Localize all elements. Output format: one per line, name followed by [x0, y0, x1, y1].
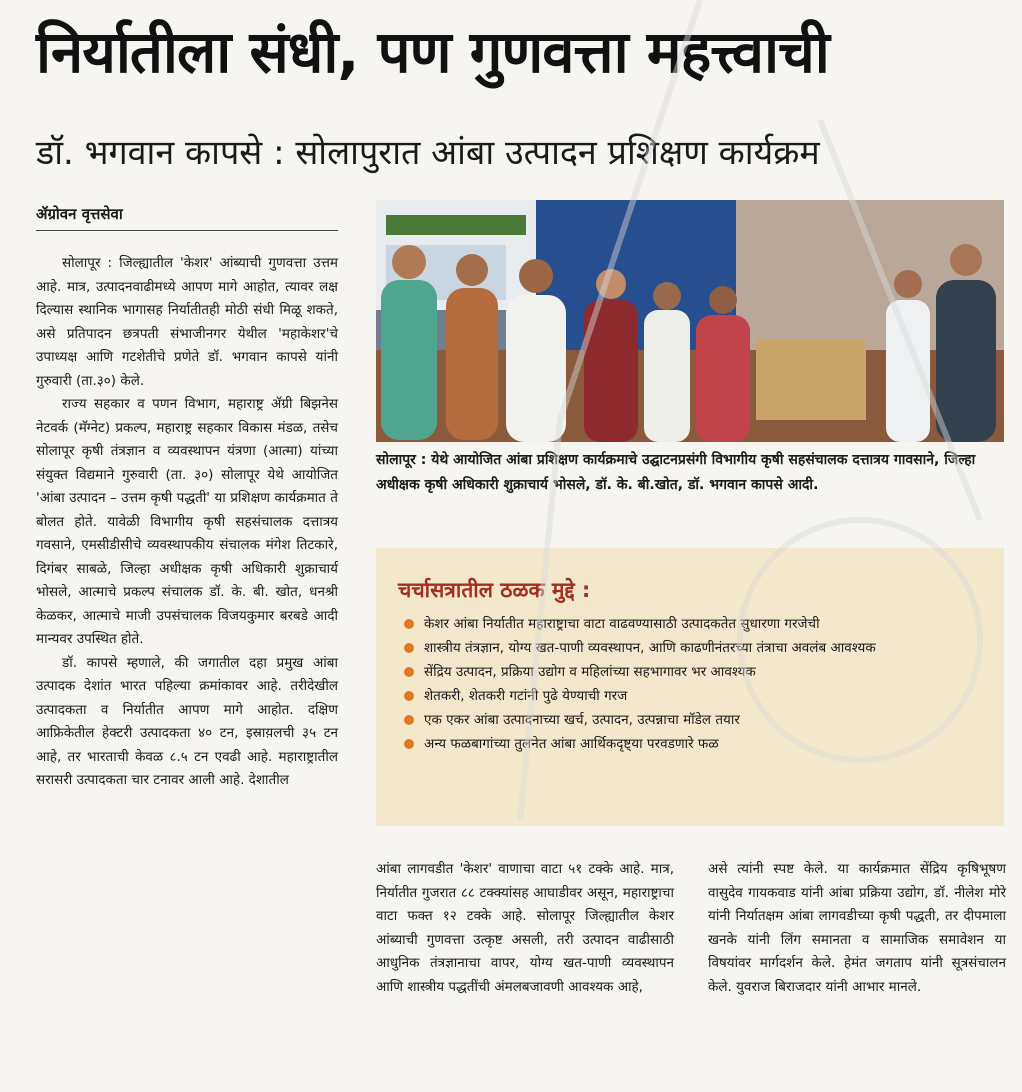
byline: ॲग्रोवन वृत्तसेवा: [36, 202, 338, 231]
headline: निर्यातीला संधी, पण गुणवत्ता महत्त्वाची: [36, 18, 829, 86]
subheadline: डॉ. भगवान कापसे : सोलापुरात आंबा उत्पादन प्रशिक्षण कार्यक्रम: [36, 133, 820, 173]
list-item-text: शास्त्रीय तंत्रज्ञान, योग्य खत-पाणी व्यवस्थापन, आणि काढणीनंतरच्या तंत्राचा अवलंब आवश्यक: [424, 640, 876, 656]
event-photo: [376, 200, 1004, 442]
highlights-box: [376, 548, 1004, 826]
highlights-list: [398, 612, 982, 756]
list-item-text: एक एकर आंबा उत्पादनाच्या खर्च, उत्पादन, उत्पन्नाचा मॉडेल तयार: [424, 712, 740, 728]
bullet-icon: [404, 691, 414, 701]
event-photo-illustration: [376, 200, 1004, 442]
bullet-icon: [404, 715, 414, 725]
middle-column: आंबा लागवडीत 'केशर' वाणाचा वाटा ५१ टक्के आहे. मात्र, निर्यातीत गुजरात ८८ टक्क्यांसह आघाडीवर असून, महाराष्ट्राचा वाटा फक्त १२ टक्के आहे. सोलापूर जिल्ह्यातील केशर आंब्याची गुणवत्ता उत्कृष्ट असली, तरी उत्पादन वाढीसाठी आधुनिक तंत्रज्ञानाचा वापर, योग्य खत-पाणी व्यवस्थापन आणि शास्त्रीय पद्धतींची अंमलबजावणी आवश्यक आहे,: [376, 861, 674, 995]
bullet-icon: [404, 739, 414, 749]
highlights-title: चर्चासत्रातील ठळक मुद्दे :: [398, 578, 591, 602]
list-item-text: केशर आंबा निर्यातीत महाराष्ट्राचा वाटा वाढवण्यासाठी उत्पादकतेत सुधारणा गरजेची: [424, 616, 820, 632]
paragraph: डॉ. कापसे म्हणाले, की जगातील दहा प्रमुख आंबा उत्पादक देशांत भारत पहिल्या क्रमांकावर आहे. तरीदेखील उत्पादकता व निर्यातीत आपण मागे आहोत. दक्षिण आफ्रिकेतील हेक्टरी उत्पादकता ४० टन, इस्राय़लची ३५ टन आहे, तर भारताची केवळ ८.५ टन एवढी आहे. महाराष्ट्रातील सरासरी उत्पादकता चार टनावर आली आहे. देशातील: [36, 654, 338, 788]
list-item: [398, 660, 982, 684]
list-item-text: सेंद्रिय उत्पादन, प्रक्रिया उद्योग व महिलांच्या सहभागावर भर आवश्यक: [424, 664, 756, 680]
list-item: [398, 636, 982, 660]
bullet-icon: [404, 667, 414, 677]
list-item: [398, 732, 982, 756]
list-item: [398, 612, 982, 636]
list-item: [398, 708, 982, 732]
bullet-icon: [404, 619, 414, 629]
left-column: [36, 252, 338, 793]
list-item: [398, 684, 982, 708]
bullet-icon: [404, 643, 414, 653]
photo-caption: सोलापूर : येथे आयोजित आंबा प्रशिक्षण कार्यक्रमाचे उद्घाटनप्रसंगी विभागीय कृषी सहसंचालक दत्तात्रय गावसाने, जिल्हा अधीक्षक कृषी अधिकारी शुक्राचार्य भोसले, डॉ. के. बी.खोत, डॉ. भगवान कापसे आदी.: [376, 452, 976, 493]
list-item-text: शेतकरी, शेतकरी गटांनी पुढे येण्याची गरज: [424, 688, 628, 704]
paragraph: सोलापूर : जिल्ह्यातील 'केशर' आंब्याची गुणवत्ता उत्तम आहे. मात्र, उत्पादनवाढीमध्ये आपण मागे आहोत, त्यावर लक्ष दिल्यास स्थानिक भागासह निर्यातीतही मोठी संधी मिळू शकते, असे प्रतिपादन छत्रपती संभाजीनगर येथील 'महाकेशर'चे उपाध्यक्ष आणि गटशेतीचे प्रणेते डॉ. भगवान कापसे यांनी गुरुवारी (ता.३०) केले.: [36, 255, 338, 389]
right-column: असे त्यांनी स्पष्ट केले. या कार्यक्रमात सेंद्रिय कृषिभूषण वासुदेव गायकवाड यांनी आंबा प्रक्रिया उद्योग, डॉ. नीलेश मोरे यांनी निर्यातक्षम आंबा लागवडीच्या कृषी पद्धती, तर दीपमाला खनके यांनी लिंग समानता व सामाजिक समावेशन या विषयांवर मार्गदर्शन केले. हेमंत जगताप यांनी सूत्रसंचालन केले. युवराज बिराजदार यांनी आभार मानले.: [708, 861, 1006, 995]
list-item-text: अन्य फळबागांच्या तुलनेत आंबा आर्थिकदृष्ट्या परवडणारे फळ: [424, 736, 719, 752]
paragraph: राज्य सहकार व पणन विभाग, महाराष्ट्र ॲग्री बिझनेस नेटवर्क (मॅग्नेट) प्रकल्प, महाराष्ट्र सहकार विकास मंडळ, तसेच सोलापूर कृषी तंत्रज्ञान व व्यवस्थापन यंत्रणा (आत्मा) यांच्या संयुक्त विद्यमाने गुरुवारी (ता. ३०) सोलापूर येथे आयोजित 'आंबा उत्पादन – उत्तम कृषी पद्धती' या प्रशिक्षण कार्यक्रमात ते बोलत होते. यावेळी विभागीय कृषी सहसंचालक दत्तात्रय गवसाने, एमसीडीसीचे व्यवस्थापकीय संचालक मंगेश तिटकारे, दिगंबर साबळे, जिल्हा अधीक्षक कृषी अधिकारी शुक्राचार्य भोसले, आत्माचे प्रकल्प संचालक डॉ. के. बी. खोत, धनश्री केळकर, आत्माचे माजी उपसंचालक विजयकुमार बरबडे आदी मान्यवर उपस्थित होते.: [36, 396, 338, 647]
